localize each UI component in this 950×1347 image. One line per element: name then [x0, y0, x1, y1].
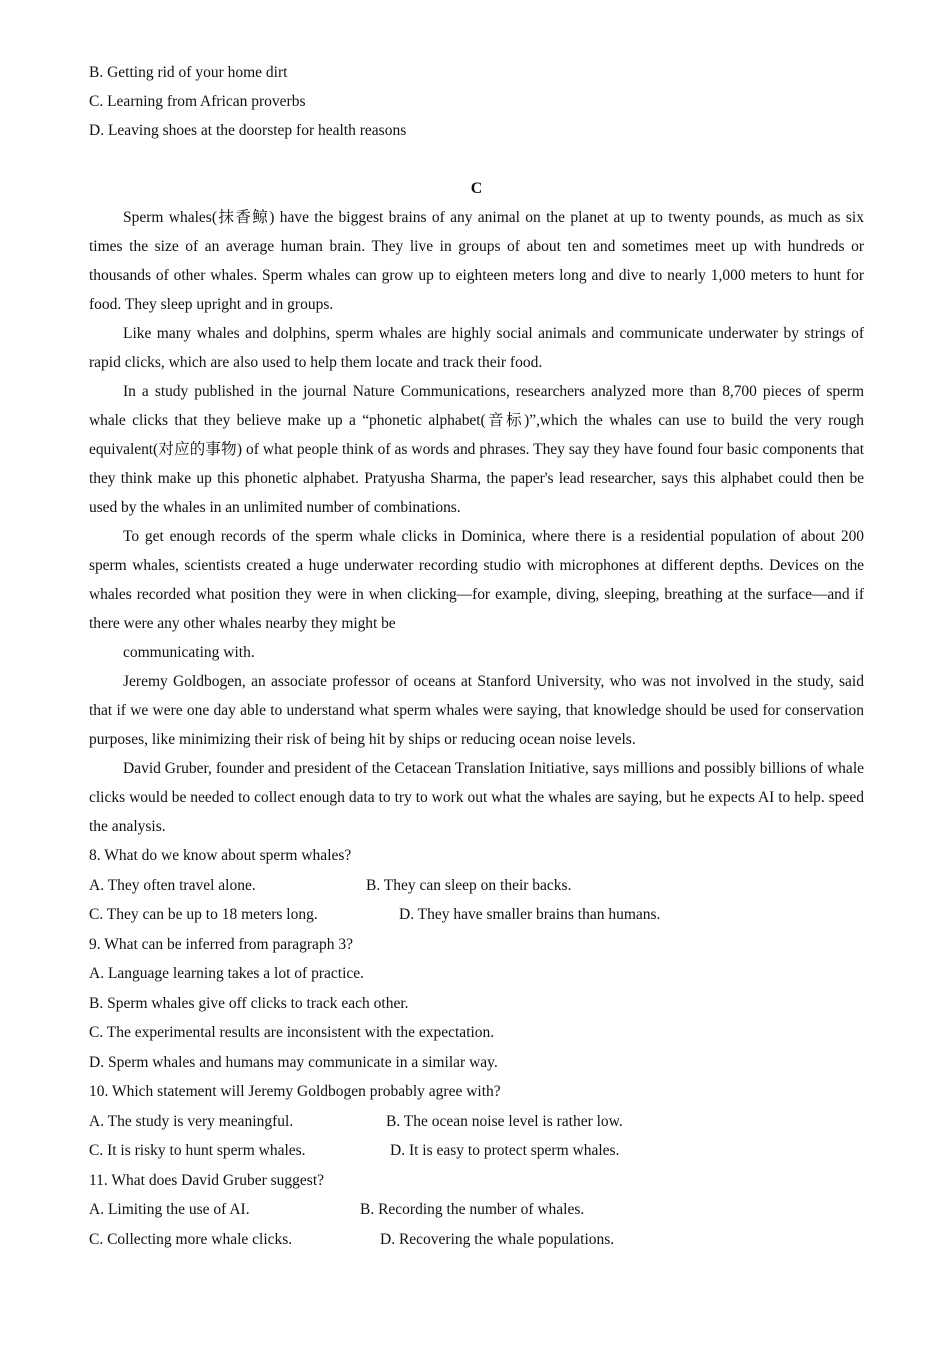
question-8-option-b: B. They can sleep on their backs. — [366, 876, 572, 894]
question-10-options-row-2 — [89, 1136, 864, 1166]
question-8-options-row-2 — [89, 900, 864, 930]
question-10-options-row-1 — [89, 1107, 864, 1137]
question-8-option-a: A. They often travel alone. — [89, 876, 256, 894]
question-8-options-row-1 — [89, 871, 864, 901]
question-10-option-d: D. It is easy to protect sperm whales. — [390, 1142, 620, 1159]
paragraph-5: Jeremy Goldbogen, an associate professor of oceans at Stanford University, who was not involved in the study, said that if we were one day able to understand what sperm whales were saying, that knowledge should be used for conservation purposes, like minimizing their risk of being hit by ships or reducing ocean noise levels. — [89, 673, 864, 748]
paragraph-6: David Gruber, founder and president of the Cetacean Translation Initiative, says millions and possibly billions of whale clicks would be needed to collect enough data to try to work out what the whales are saying, but he expects AI to help. speed the analysis. — [89, 760, 864, 835]
question-11-option-a: A. Limiting the use of AI. — [89, 1201, 250, 1218]
paragraph-2: Like many whales and dolphins, sperm whales are highly social animals and communicate underwater by strings of rapid clicks, which are also used to help them locate and track their food. — [89, 325, 864, 371]
question-9-stem: 9. What can be inferred from paragraph 3? — [89, 935, 353, 953]
document-page — [89, 58, 864, 1254]
question-11-option-b: B. Recording the number of whales. — [360, 1201, 585, 1218]
question-11-options-row-1 — [89, 1195, 864, 1225]
question-9-option-b: B. Sperm whales give off clicks to track each other. — [89, 994, 409, 1012]
question-10-option-b: B. The ocean noise level is rather low. — [386, 1112, 623, 1130]
question-8-option-c: C. They can be up to 18 meters long. — [89, 906, 318, 923]
question-9-option-c: C. The experimental results are inconsistent with the expectation. — [89, 1024, 495, 1041]
option-b-prev: B. Getting rid of your home dirt — [89, 64, 288, 81]
passage-label: C — [470, 180, 483, 197]
question-10-option-c: C. It is risky to hunt sperm whales. — [89, 1142, 306, 1159]
option-c-prev: C. Learning from African proverbs — [89, 93, 306, 110]
paragraph-1: Sperm whales(抹香鲸) have the biggest brains of any animal on the planet at up to twenty pounds, as much as six times the size of an average human brain. They live in groups of about ten and sometimes meet up with hundreds or thousands of other whales. Sperm whales can grow up to eighteen meters long and dive to nearly 1,000 meters to hunt for food. They sleep upright and in groups. — [89, 209, 864, 313]
question-8-stem: 8. What do we know about sperm whales? — [89, 847, 352, 864]
question-8-option-d: D. They have smaller brains than humans. — [399, 906, 661, 923]
question-9-option-a: A. Language learning takes a lot of practice. — [89, 965, 365, 982]
question-11-options-row-2 — [89, 1225, 864, 1255]
question-10-stem: 10. Which statement will Jeremy Goldbogen probably agree with? — [89, 1083, 501, 1100]
question-11-option-d: D. Recovering the whale populations. — [380, 1230, 615, 1248]
question-9-option-d: D. Sperm whales and humans may communicate in a similar way. — [89, 1053, 498, 1071]
question-11-option-c: C. Collecting more whale clicks. — [89, 1230, 293, 1248]
question-11-stem: 11. What does David Gruber suggest? — [89, 1171, 325, 1189]
paragraph-3: In a study published in the journal Nature Communications, researchers analyzed more than 8,700 pieces of sperm whale clicks that they believe make up a “phonetic alphabet(音标)”,which the whales can use to build the very rough equivalent(对应的事物) of what people think of as words and phrases. They say they have found four basic components that they think make up this phonetic alphabet. Pratyusha Sharma, the paper's lead researcher, says this alphabet could then be used by the whales in an unlimited number of combinations. — [89, 383, 864, 516]
section-gap — [89, 145, 864, 174]
paragraph-4-continued: communicating with. — [123, 644, 255, 661]
option-d-prev: D. Leaving shoes at the doorstep for health reasons — [89, 122, 407, 139]
question-10-option-a: A. The study is very meaningful. — [89, 1112, 294, 1130]
paragraph-4: To get enough records of the sperm whale clicks in Dominica, where there is a residential population of about 200 sperm whales, scientists created a huge underwater recording studio with microphones at different depths. Devices on the whales recorded what position they were in when clicking—for example, diving, sleeping, breathing at the surface—and if there were any other whales nearby they might be — [89, 528, 864, 632]
